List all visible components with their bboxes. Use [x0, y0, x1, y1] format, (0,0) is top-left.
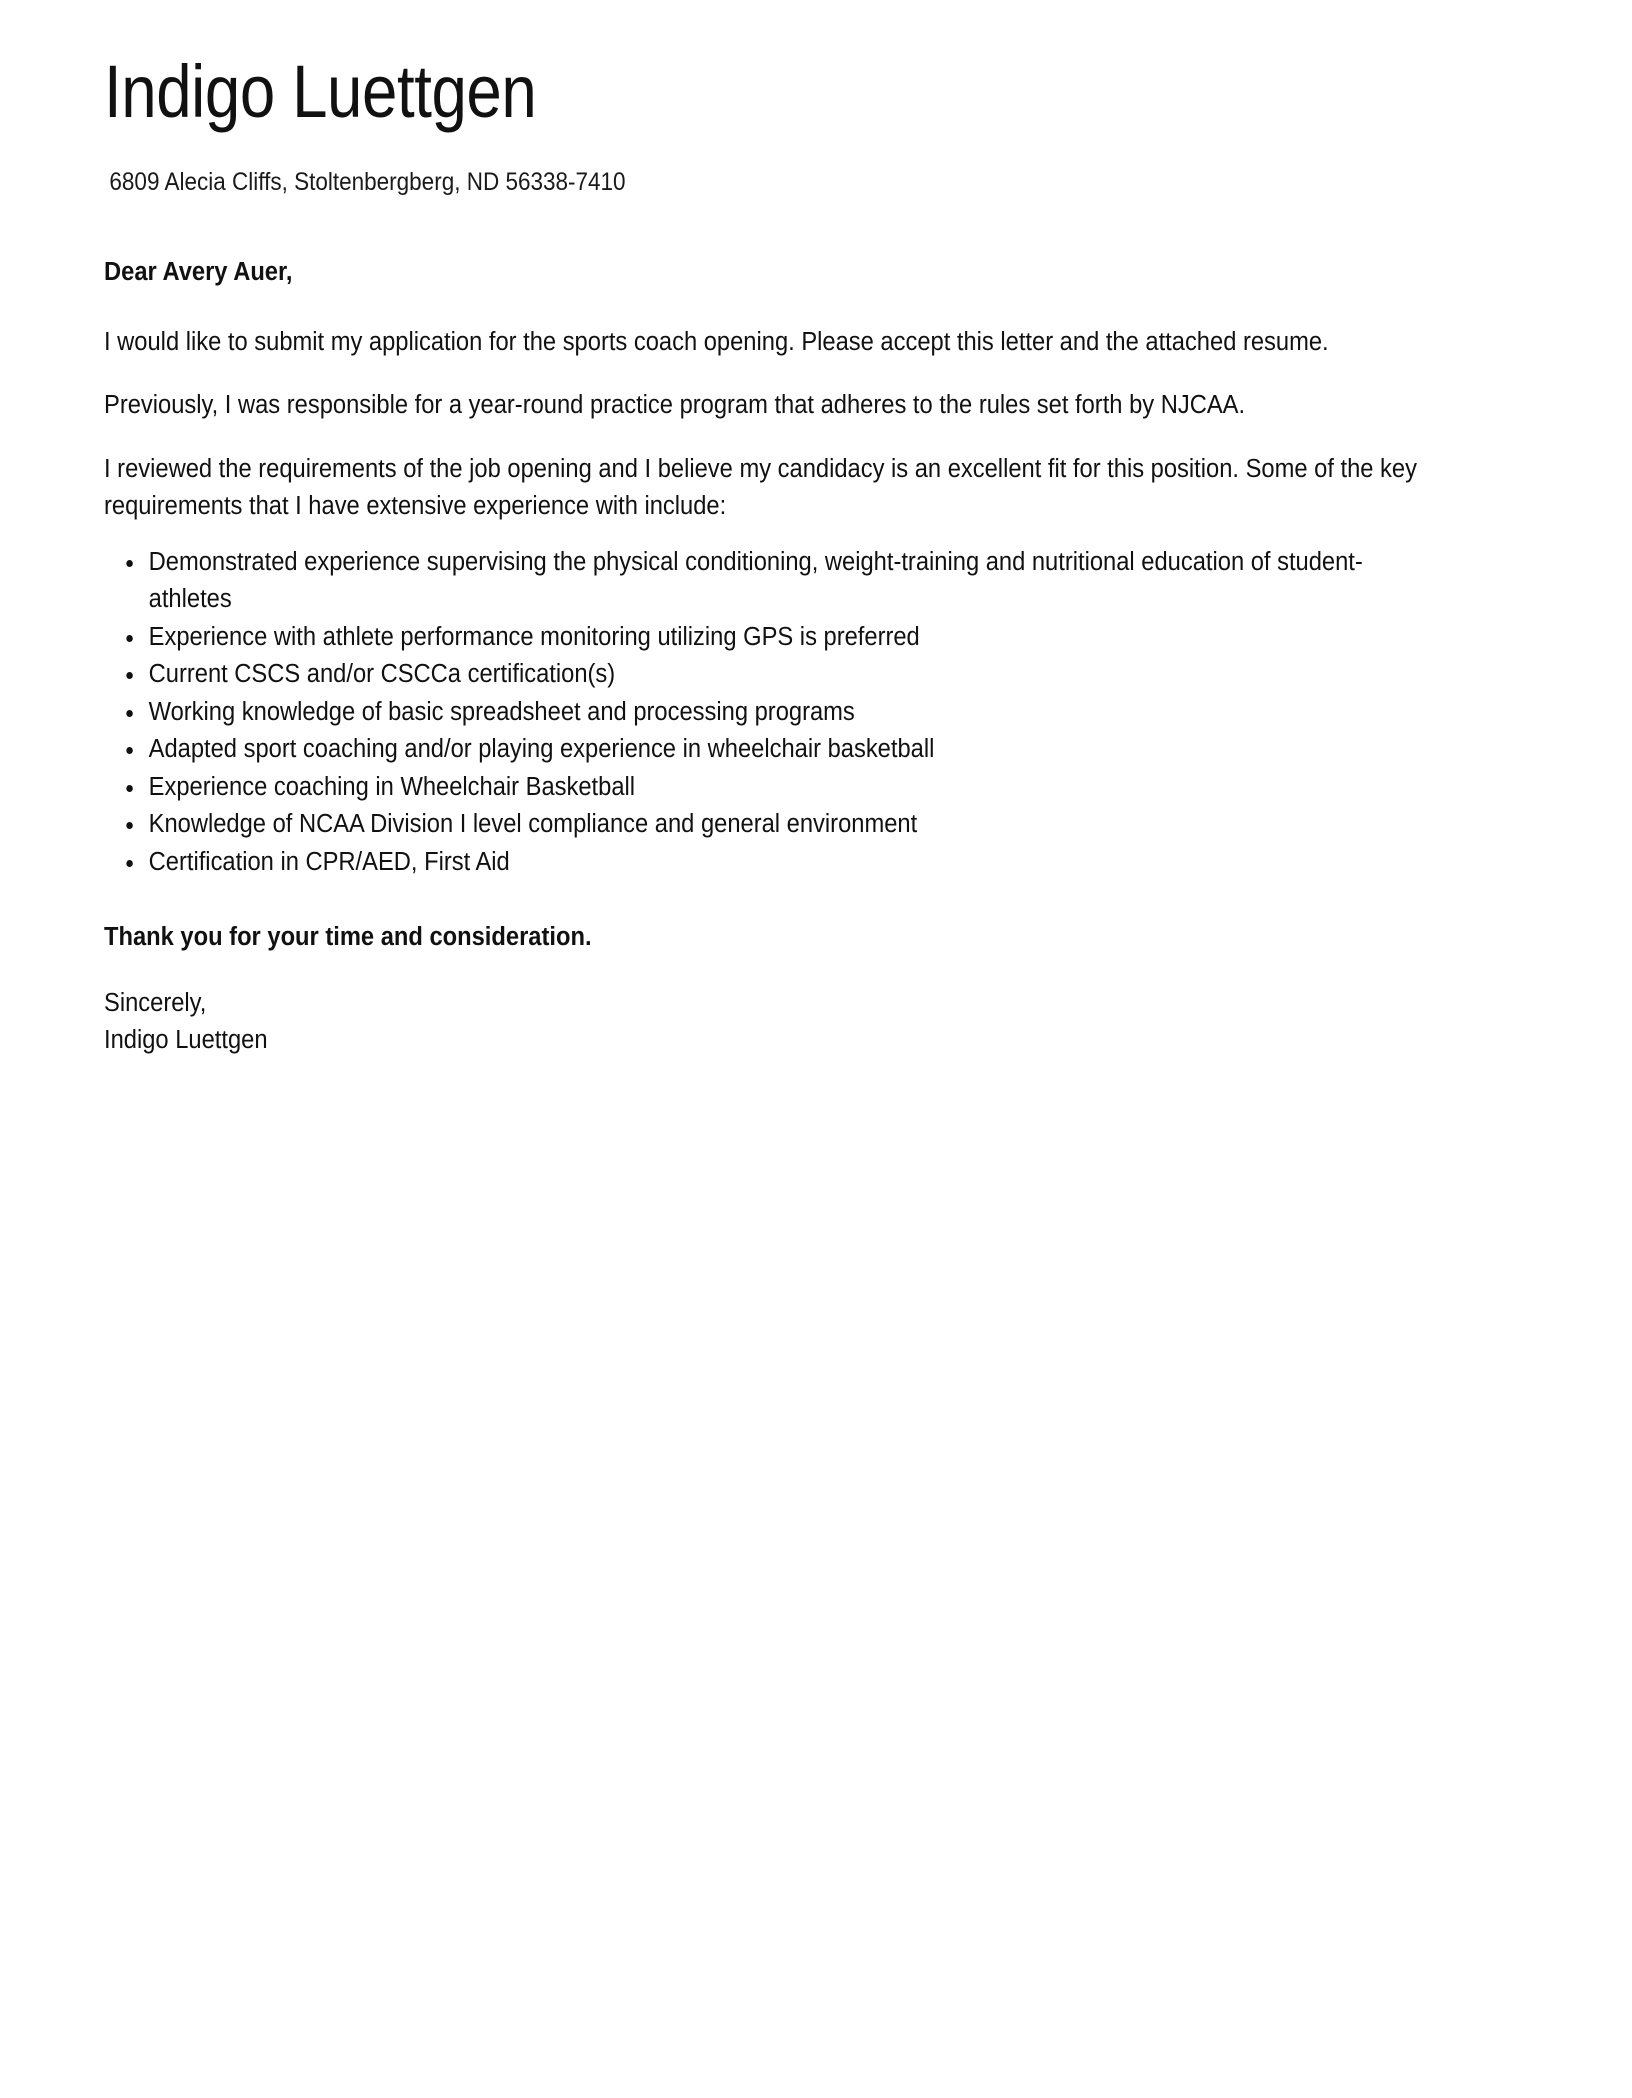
list-item-label: Experience with athlete performance monitoring utilizing GPS is preferred: [148, 622, 920, 651]
list-item-label: Working knowledge of basic spreadsheet and processing programs: [148, 697, 855, 726]
list-item: [104, 656, 1432, 693]
list-item-label: Adapted sport coaching and/or playing experience in wheelchair basketball: [148, 735, 935, 764]
list-item: [104, 769, 1432, 806]
list-item-label: Certification in CPR/AED, First Aid: [148, 847, 510, 876]
bullet-icon: [126, 822, 133, 829]
list-item-label: Demonstrated experience supervising the physical conditioning, weight-training and nutritional education of student-athletes: [148, 547, 1363, 614]
requirements-lead-in: I reviewed the requirements of the job opening and I believe my candidacy is an excellent fit for this position. Some of the key requirements that I have extensive experience with include:: [104, 454, 1417, 521]
salutation: Dear Avery Auer,: [104, 258, 293, 287]
letter-body: [104, 198, 1509, 1057]
requirements-list: [104, 544, 1509, 881]
bullet-icon: [126, 747, 133, 754]
list-item: [104, 694, 1432, 731]
list-item: [104, 844, 1432, 881]
list-item: [104, 731, 1432, 768]
signature-block: [104, 987, 1411, 1057]
body-paragraph-1: I would like to submit my application for the sports coach opening. Please accept this letter and the attached resume.: [104, 327, 1329, 356]
bullet-icon: [126, 710, 133, 717]
signature-name: Indigo Luettgen: [104, 1025, 268, 1054]
page-title: Indigo Luettgen: [104, 50, 537, 133]
bullet-icon: [126, 560, 133, 567]
letter-content: [104, 0, 1524, 1061]
signoff-label: Sincerely,: [104, 988, 207, 1017]
list-item-label: Experience coaching in Wheelchair Basketball: [148, 772, 636, 801]
bullet-icon: [126, 672, 133, 679]
list-item-label: Current CSCS and/or CSCCa certification(s): [148, 660, 616, 689]
sender-address: 6809 Alecia Cliffs, Stoltenbergberg, ND 56338-7410: [109, 167, 626, 196]
list-item: [104, 619, 1432, 656]
closing-block: [104, 881, 1509, 1057]
bullet-icon: [126, 635, 133, 642]
list-item: [104, 806, 1432, 843]
bullet-icon: [126, 860, 133, 867]
body-paragraph-2: Previously, I was responsible for a year-round practice program that adheres to the rules set forth by NJCAA.: [104, 391, 1246, 420]
list-item-label: Knowledge of NCAA Division I level compliance and general environment: [148, 810, 918, 839]
list-item: [104, 544, 1386, 619]
bullet-icon: [126, 785, 133, 792]
thank-you-line: Thank you for your time and consideration.: [104, 923, 592, 952]
